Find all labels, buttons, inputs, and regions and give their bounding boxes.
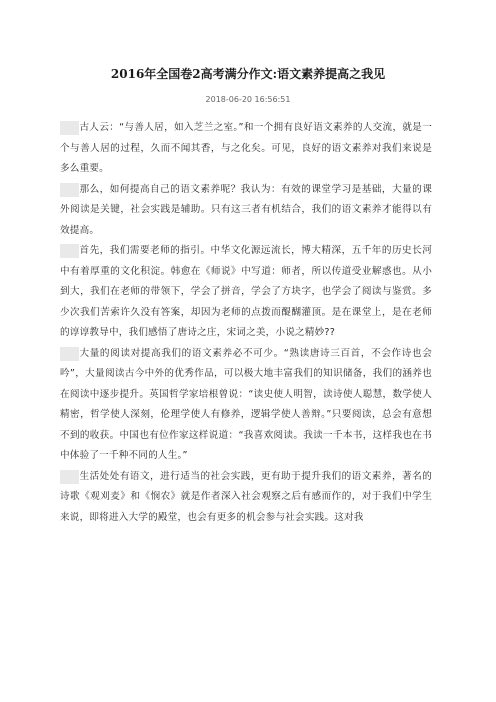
paragraph-2 [60, 180, 432, 242]
paragraph-text: 古人云：“与善人居，如入芝兰之室。”和一个拥有良好语文素养的人交流，就是一个与善人居的过程，久而不闻其香，与之化矣。可见，良好的语文素养对我们来说是多么重要。 [60, 122, 432, 174]
paragraph-text: 那么，如何提高自己的语文素养呢？我认为：有效的课堂学习是基础，大量的课外阅读是关键，社会实践是辅助。只有这三者有机结合，我们的语文素养才能得以有效提高。 [60, 183, 432, 236]
article-body [60, 118, 432, 528]
paragraph-text: 大量的阅读对提高我们的语文素养必不可少。“熟读唐诗三百首，不会作诗也会吟”，大量阅读古今中外的优秀作品，可以极大地丰富我们的知识储备，我们的涵养也在阅读中逐步提升。英国哲学家培根曾说：“读史使人明智，读诗使人聪慧，数学使人精密，哲学使人深刻，伦理学使人有修养，逻辑学使人善辩。”只要阅读，总会有意想不到的收获。中国也有位作家这样说道：“我喜欢阅读。我读一千本书，这样我也在书中体验了一千种不同的人生。” [60, 347, 432, 461]
paragraph-text: 首先，我们需要老师的指引。中华文化源远流长，博大精深，五千年的历史长河中有着厚重的文化积淀。韩愈在《师说》中写道：师者，所以传道受业解惑也。从小到大，我们在老师的带领下，学会了拼音，学会了方块字，也学会了阅读与鉴赏。多少次我们苦索许久没有答案，却因为老师的点拨而醍醐灌顶。是在课堂上，是在老师的谆谆教导中，我们感悟了唐诗之庄，宋词之美，小说之精妙?? [60, 245, 432, 338]
article-title: 2016年全国卷2高考满分作文:语文素养提高之我见 [110, 67, 386, 81]
paragraph-text: 生活处处有语文，进行适当的社会实践，更有助于提升我们的语文素养，著名的诗歌《观刈麦》和《悯农》就是作者深入社会观察之后有感而作的，对于我们中学生来说，即将进入大学的殿堂，也会有更多的机会参与社会实践。这对我 [60, 470, 432, 523]
publish-date: 2018-06-20 16:56:51 [205, 95, 291, 104]
paragraph-3 [60, 241, 432, 344]
paragraph-4 [60, 344, 432, 467]
paragraph-5 [60, 467, 432, 529]
paragraph-1 [60, 118, 432, 180]
